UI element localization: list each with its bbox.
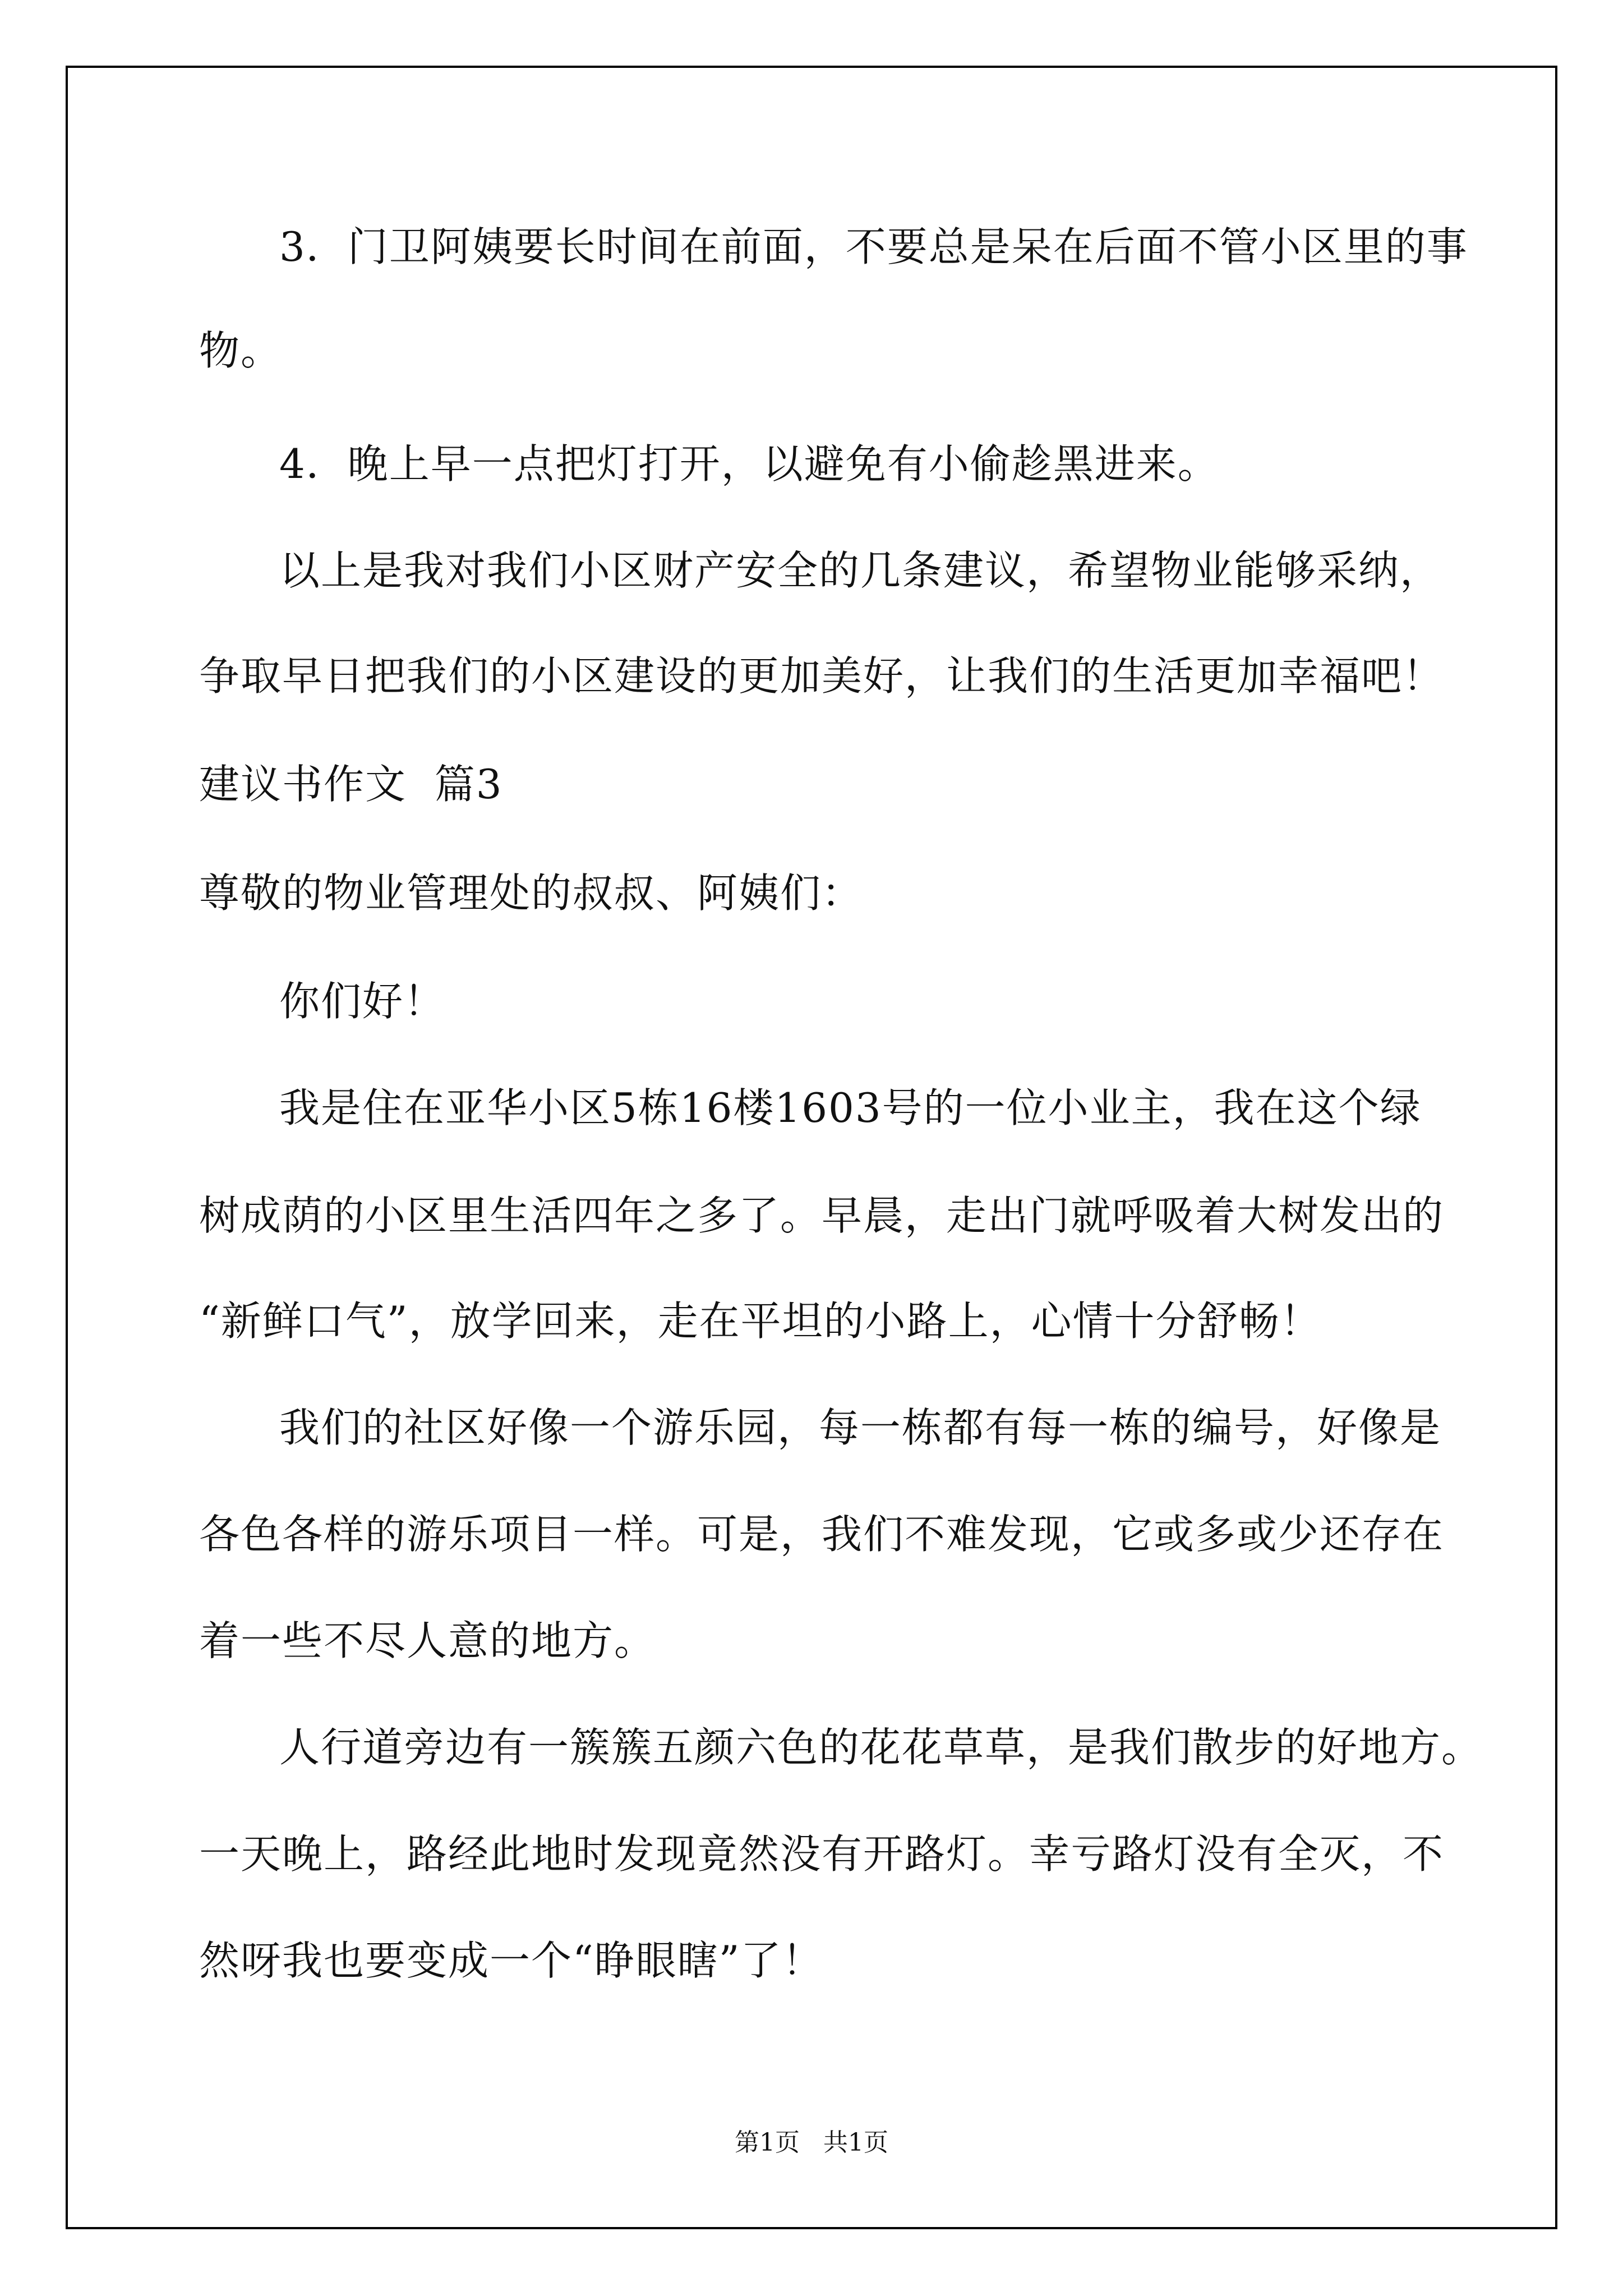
page-footer: 第1页 共1页 — [735, 2128, 888, 2157]
paragraph-line: 我是住在亚华小区5栋16楼1603号的一位小业主，我在这个绿 — [279, 1084, 1422, 1131]
paragraph-line: 以上是我对我们小区财产安全的几条建议，希望物业能够采纳， — [279, 547, 1442, 594]
paragraph-line: 人行道旁边有一簇簇五颜六色的花花草草，是我们散步的好地方。 — [279, 1724, 1483, 1771]
salutation: 尊敬的物业管理处的叔叔、阿姨们： — [199, 869, 864, 917]
paragraph-line: 然呀我也要变成一个“睁眼瞎”了！ — [199, 1937, 824, 1984]
paragraph-line: 3．门卫阿姨要长时间在前面，不要总是呆在后面不管小区里的事 — [279, 223, 1468, 270]
paragraph-line: 树成荫的小区里生活四年之多了。早晨，走出门就呼吸着大树发出的 — [199, 1192, 1445, 1239]
paragraph-line: 物。 — [199, 327, 283, 374]
paragraph-line: 争取早日把我们的小区建设的更加美好，让我们的生活更加幸福吧！ — [199, 652, 1445, 700]
section-heading: 建议书作文 篇3 — [199, 761, 503, 808]
paragraph-line: 4．晚上早一点把灯打开，以避免有小偷趁黑进来。 — [279, 440, 1219, 487]
paragraph-line: 各色各样的游乐项目一样。可是，我们不难发现，它或多或少还存在 — [199, 1511, 1445, 1558]
paragraph-line: 我们的社区好像一个游乐园，每一栋都有每一栋的编号，好像是 — [279, 1404, 1442, 1451]
page-border — [66, 66, 1557, 2229]
paragraph-line: “新鲜口气”，放学回来，走在平坦的小路上，心情十分舒畅！ — [199, 1297, 1322, 1345]
paragraph-line: 一天晚上，路经此地时发现竟然没有开路灯。幸亏路灯没有全灭，不 — [199, 1830, 1445, 1878]
paragraph-line: 着一些不尽人意的地方。 — [199, 1617, 656, 1664]
greeting: 你们好！ — [279, 978, 446, 1025]
